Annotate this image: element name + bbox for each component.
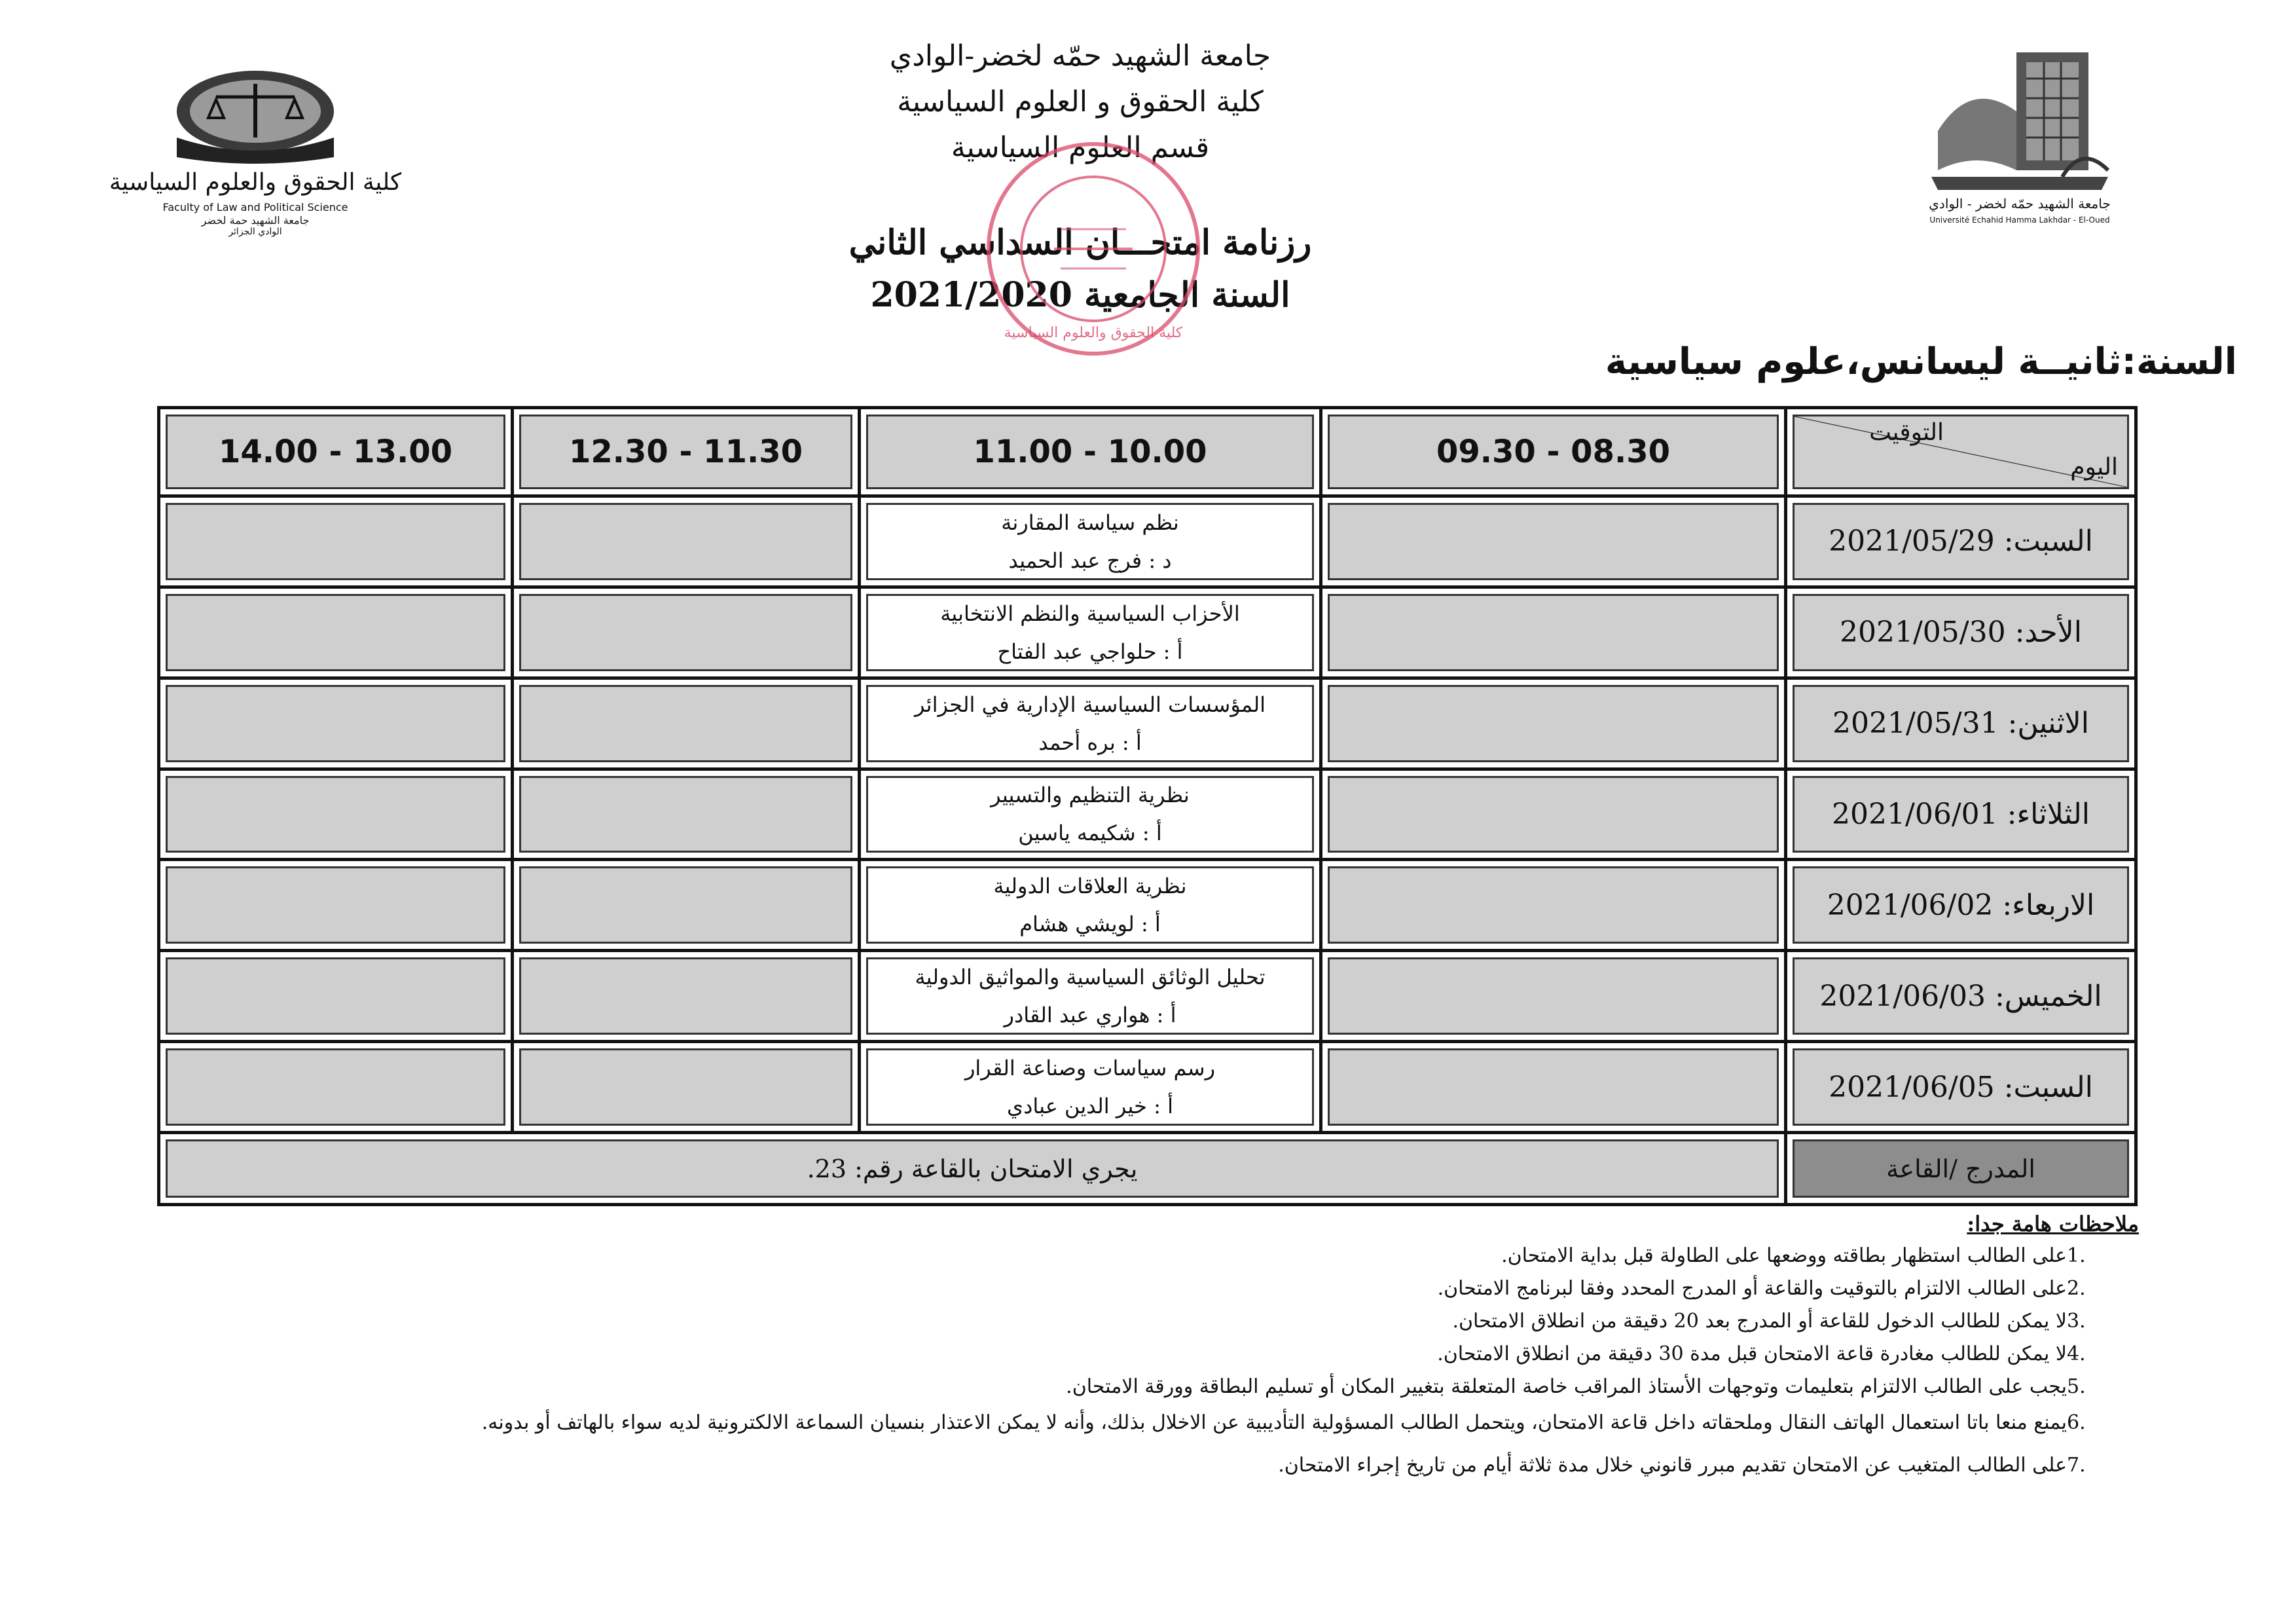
svg-text:جامعة الشهيد حمة لخضر: جامعة الشهيد حمة لخضر [201, 214, 310, 227]
table-row [159, 769, 2136, 860]
svg-text:Faculty of Law and Political S: Faculty of Law and Political Science [162, 201, 348, 213]
table-row [159, 587, 2136, 678]
teacher-name: أ : بره أحمد [1038, 729, 1142, 755]
time-slot-header: 11.00 - 10.00 [860, 408, 1321, 496]
page-title: رزنامة امتحـــان السداسي الثاني [848, 223, 1312, 263]
subject-name: نظم سياسة المقارنة [1001, 509, 1179, 535]
subject-name: الأحزاب السياسية والنظم الانتخابية [940, 600, 1240, 626]
day-cell [1786, 678, 2136, 769]
note-item: .5يجب على الطالب الالتزام بتعليمات وتوجهات الأستاذ المراقب خاصة المتعلقة بتغيير المكان أو تسليم البطاقة وورقة الامتحان. [1066, 1375, 2086, 1398]
day-date: الخميس: 2021/06/03 [1819, 979, 2102, 1013]
time-label: التوقيت [1869, 419, 1944, 446]
svg-text:Université Echahid Hamma Lakhd: Université Echahid Hamma Lakhdar - El-Oued [1929, 215, 2110, 225]
faculty-logo [109, 59, 402, 237]
note-item: .2على الطالب الالتزام بالتوقيت والقاعة أو المدرج المحدد وفقا لبرنامج الامتحان. [1437, 1277, 2086, 1300]
day-cell [1786, 1042, 2136, 1133]
day-label: اليوم [2070, 454, 2118, 481]
subject-name: نظرية العلاقات الدولية [993, 874, 1187, 899]
note-item: .4لا يمكن للطالب مغادرة قاعة الامتحان قبل مدة 30 دقيقة من انطلاق الامتحان. [1437, 1342, 2086, 1365]
svg-text:كلية الحقوق والعلوم السياسية: كلية الحقوق والعلوم السياسية [1004, 325, 1183, 341]
day-cell [1786, 587, 2136, 678]
academic-year: السنة الجامعية 2021/2020 [870, 275, 1290, 315]
subject-cell [860, 769, 1321, 860]
svg-text:كلية الحقوق والعلوم السياسية: كلية الحقوق والعلوم السياسية [109, 169, 402, 196]
room-info-cell [159, 1133, 1786, 1205]
subject-cell [860, 860, 1321, 951]
subject-cell [860, 496, 1321, 587]
svg-text:جامعة الشهيد حمّه لخضر - الواد: جامعة الشهيد حمّه لخضر - الوادي [1929, 196, 2111, 212]
faculty-name: كلية الحقوق و العلوم السياسية [897, 85, 1264, 119]
university-logo [1918, 39, 2121, 229]
year-level: السنة:ثانيــة ليسانس،علوم سياسية [1605, 341, 2237, 383]
table-row [159, 951, 2136, 1042]
day-date: الثلاثاء: 2021/06/01 [1832, 797, 2090, 831]
day-cell [1786, 496, 2136, 587]
department-name: قسم العلوم السياسية [951, 131, 1210, 164]
teacher-name: أ : شكيمه ياسين [1018, 821, 1162, 846]
table-header-row [159, 408, 2136, 496]
subject-cell [860, 678, 1321, 769]
subject-cell [860, 951, 1321, 1042]
notes-title: ملاحظات هامة جدا: [1967, 1211, 2139, 1236]
note-item: .6يمنع منعا باتا استعمال الهاتف النقال وملحقاته داخل قاعة الامتحان، ويتحمل الطالب المسؤولية التأديبية عن الاخلال بذلك، وأنه لا يمكن الاعتذار بنسيان السماعة الالكترونية لديه سواء بالهاتف أو بدونه. [481, 1411, 2086, 1434]
day-date: الاثنين: 2021/05/31 [1832, 707, 2090, 741]
exam-schedule-table [157, 406, 2138, 1206]
day-date: الاربعاء: 2021/06/02 [1827, 888, 2095, 922]
subject-name: المؤسسات السياسية الإدارية في الجزائر [915, 692, 1266, 717]
room-label: المدرج /القاعة [1886, 1154, 2035, 1183]
corner-header [1786, 408, 2136, 496]
table-row [159, 496, 2136, 587]
official-stamp [982, 138, 1205, 360]
day-cell [1786, 860, 2136, 951]
day-date: السبت: 2021/06/05 [1829, 1070, 2093, 1104]
time-slot-header: 12.30 - 11.30 [513, 408, 860, 496]
note-item: .3لا يمكن للطالب الدخول للقاعة أو المدرج بعد 20 دقيقة من انطلاق الامتحان. [1452, 1310, 2086, 1333]
subject-cell [860, 587, 1321, 678]
teacher-name: د : فرج عبد الحميد [1008, 547, 1172, 573]
note-item: .7على الطالب المتغيب عن الامتحان تقديم مبرر قانوني خلال مدة ثلاثة أيام من تاريخ إجراء الامتحان. [1278, 1454, 2086, 1477]
room-row [159, 1133, 2136, 1205]
subject-cell [860, 1042, 1321, 1133]
teacher-name: أ : لويشي هشام [1019, 912, 1161, 937]
day-date: الأحد: 2021/05/30 [1839, 616, 2083, 650]
table-row [159, 860, 2136, 951]
subject-name: تحليل الوثائق السياسية والمواثيق الدولية [915, 965, 1266, 990]
teacher-name: أ : هواري عبد القادر [1004, 1003, 1176, 1028]
table-row [159, 678, 2136, 769]
university-name: جامعة الشهيد حمّه لخضر-الوادي [889, 39, 1271, 73]
subject-name: نظرية التنظيم والتسيير [991, 783, 1190, 808]
day-cell [1786, 769, 2136, 860]
room-label-cell [1786, 1133, 2136, 1205]
time-slot-header: 09.30 - 08.30 [1321, 408, 1786, 496]
teacher-name: أ : حلواجي عبد الفتاح [997, 638, 1183, 664]
note-item: .1على الطالب استظهار بطاقته ووضعها على الطاولة قبل بداية الامتحان. [1501, 1244, 2086, 1267]
time-slot-header: 14.00 - 13.00 [159, 408, 513, 496]
subject-name: رسم سياسات وصناعة القرار [964, 1056, 1216, 1081]
teacher-name: أ : خير الدين عبادي [1007, 1094, 1173, 1119]
day-cell [1786, 951, 2136, 1042]
room-info: يجري الامتحان بالقاعة رقم: 23. [807, 1154, 1138, 1183]
day-date: السبت: 2021/05/29 [1829, 525, 2093, 559]
svg-text:الوادي الجزائر: الوادي الجزائر [228, 227, 282, 237]
table-row [159, 1042, 2136, 1133]
